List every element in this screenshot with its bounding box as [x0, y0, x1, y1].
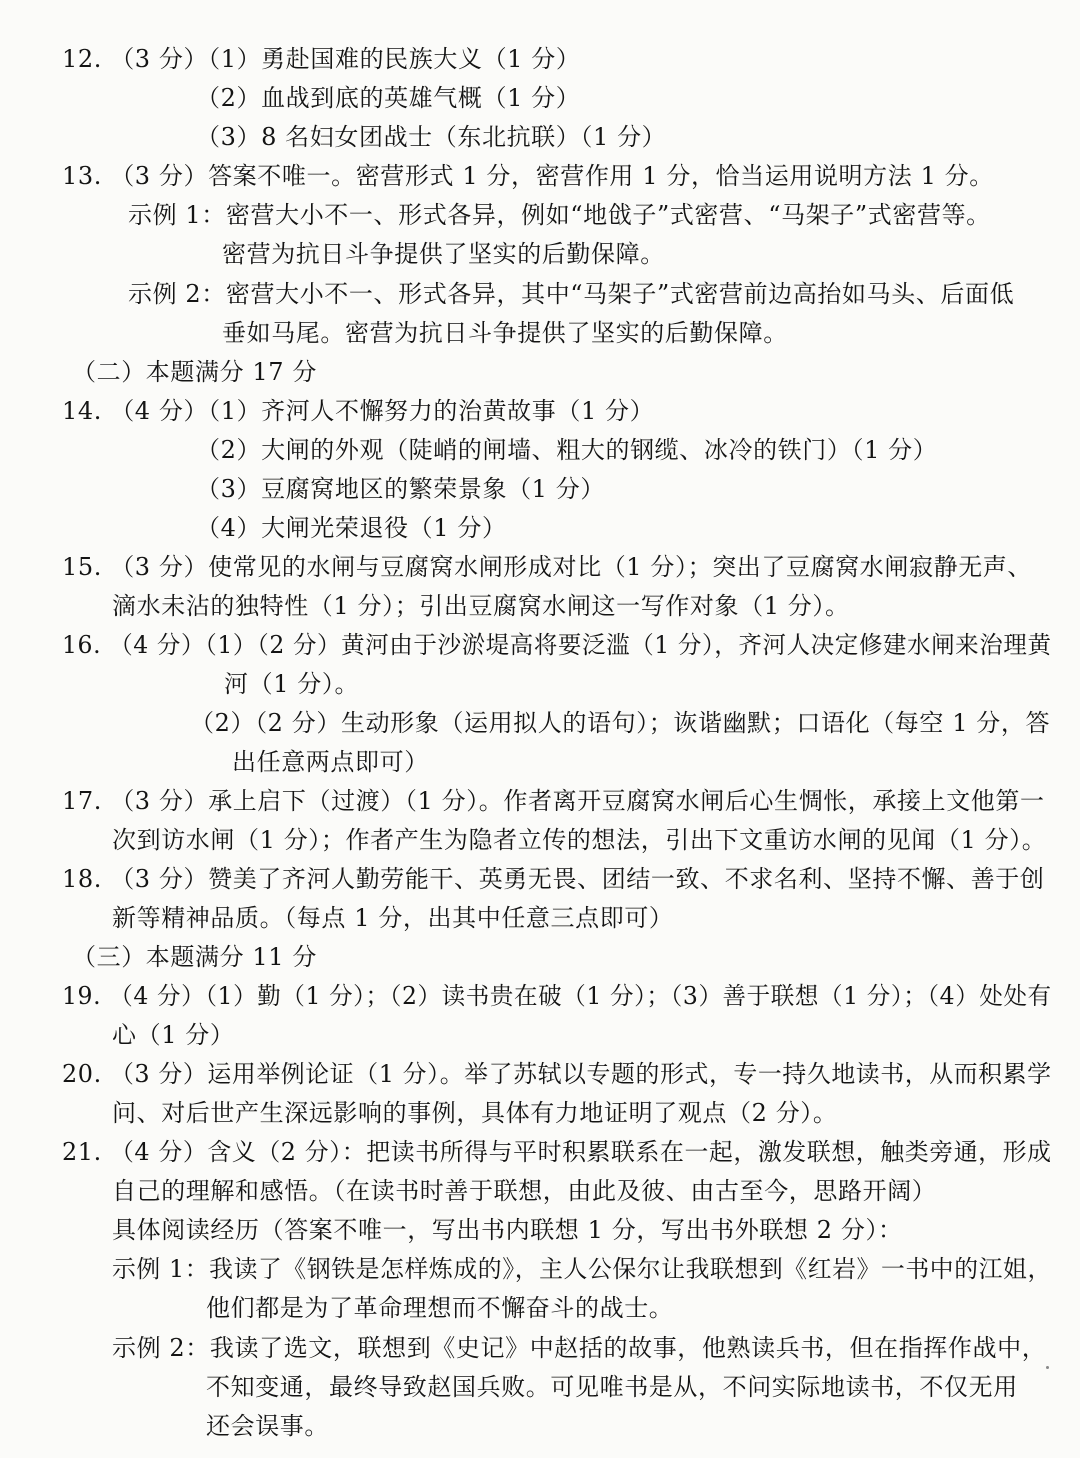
q15-line-2: 滴水未沾的独特性（1 分）；引出豆腐窝水闸这一写作对象（1 分）。 [112, 592, 850, 620]
q14-line-4: （4）大闸光荣退役（1 分） [196, 514, 507, 542]
section-2-heading: （二）本题满分 17 分 [72, 358, 317, 386]
q21-example2-line-2: 不知变通，最终导致赵国兵败。可见唯书是从，不问实际地读书，不仅无用 [206, 1373, 1018, 1401]
q21-line-2: 自己的理解和感悟。（在读书时善于联想，由此及彼、由古至今，思路开阔） [112, 1177, 937, 1205]
q14-line-1: 14. （4 分）（1）齐河人不懈努力的治黄故事（1 分） [62, 397, 655, 425]
q12-line-2: （2）血战到底的英雄气概（1 分） [196, 84, 581, 112]
q21-line-3: 具体阅读经历（答案不唯一，写出书内联想 1 分，写出书外联想 2 分）： [112, 1216, 903, 1244]
q21-example1-line-2: 他们都是为了革命理想而不懈奋斗的战士。 [206, 1294, 674, 1322]
q17-line-1: 17. （3 分）承上启下（过渡）（1 分）。作者离开豆腐窝水闸后心生惆怅，承接上文他第一 [62, 787, 1045, 815]
q17-line-2: 次到访水闸（1 分）；作者产生为隐者立传的想法，引出下文重访水闸的见闻（1 分）。 [112, 826, 1047, 854]
q15-line-1: 15. （3 分）使常见的水闸与豆腐窝水闸形成对比（1 分）；突出了豆腐窝水闸寂静无声、 [62, 553, 1032, 581]
q21-line-1: 21. （4 分）含义（2 分）：把读书所得与平时积累联系在一起，激发联想，触类旁通，形成 [62, 1138, 1052, 1166]
q21-example1-line-1: 示例 1：我读了《钢铁是怎样炼成的》，主人公保尔让我联想到《红岩》一书中的江姐， [112, 1255, 1052, 1283]
scan-speck [1046, 1366, 1049, 1369]
q16-line-2: 河（1 分）。 [224, 670, 360, 698]
q14-line-2: （2）大闸的外观（陡峭的闸墙、粗大的钢缆、冰冷的铁门）（1 分） [196, 436, 938, 464]
q20-line-2: 问、对后世产生深远影响的事例，具体有力地证明了观点（2 分）。 [112, 1099, 838, 1127]
q19-line-2: 心（1 分） [112, 1021, 235, 1049]
q14-line-3: （3）豆腐窝地区的繁荣景象（1 分） [196, 475, 605, 503]
q19-line-1: 19. （4 分）（1）勤（1 分）；（2）读书贵在破（1 分）；（3）善于联想（1 分）；（4）处处有 [62, 982, 1052, 1010]
q16-line-4: 出任意两点即可） [232, 748, 429, 776]
section-3-heading: （三）本题满分 11 分 [72, 943, 317, 971]
q21-example2-line-1: 示例 2：我读了选文，联想到《史记》中赵括的故事，他熟读兵书，但在指挥作战中， [112, 1334, 1047, 1362]
q12-line-1: 12. （3 分）（1）勇赴国难的民族大义（1 分） [62, 45, 581, 73]
q18-line-1: 18. （3 分）赞美了齐河人勤劳能干、英勇无畏、团结一致、不求名利、坚持不懈、善于创 [62, 865, 1045, 893]
q16-line-3: （2）（2 分）生动形象（运用拟人的语句）；诙谐幽默；口语化（每空 1 分，答 [190, 709, 1051, 737]
q21-example2-line-3: 还会误事。 [206, 1412, 329, 1440]
q16-line-1: 16. （4 分）（1）（2 分）黄河由于沙淤堤高将要泛滥（1 分），齐河人决定修建水闸来治理黄 [62, 631, 1052, 659]
q20-line-1: 20. （3 分）运用举例论证（1 分）。举了苏轼以专题的形式，专一持久地读书，从而积累学 [62, 1060, 1052, 1088]
q18-line-2: 新等精神品质。（每点 1 分，出其中任意三点即可） [112, 904, 674, 932]
q13-example2-line-1: 示例 2：密营大小不一、形式各异，其中“马架子”式密营前边高抬如马头、后面低 [128, 280, 1015, 308]
q13-example1-line-1: 示例 1：密营大小不一、形式各异，例如“地戗子”式密营、“马架子”式密营等。 [128, 201, 991, 229]
q12-line-3: （3）8 名妇女团战士（东北抗联）（1 分） [196, 123, 667, 151]
q13-line-1: 13. （3 分）答案不唯一。密营形式 1 分，密营作用 1 分，恰当运用说明方法 1 分。 [62, 162, 994, 190]
q13-example2-line-2: 垂如马尾。密营为抗日斗争提供了坚实的后勤保障。 [222, 319, 788, 347]
q13-example1-line-2: 密营为抗日斗争提供了坚实的后勤保障。 [222, 240, 665, 268]
